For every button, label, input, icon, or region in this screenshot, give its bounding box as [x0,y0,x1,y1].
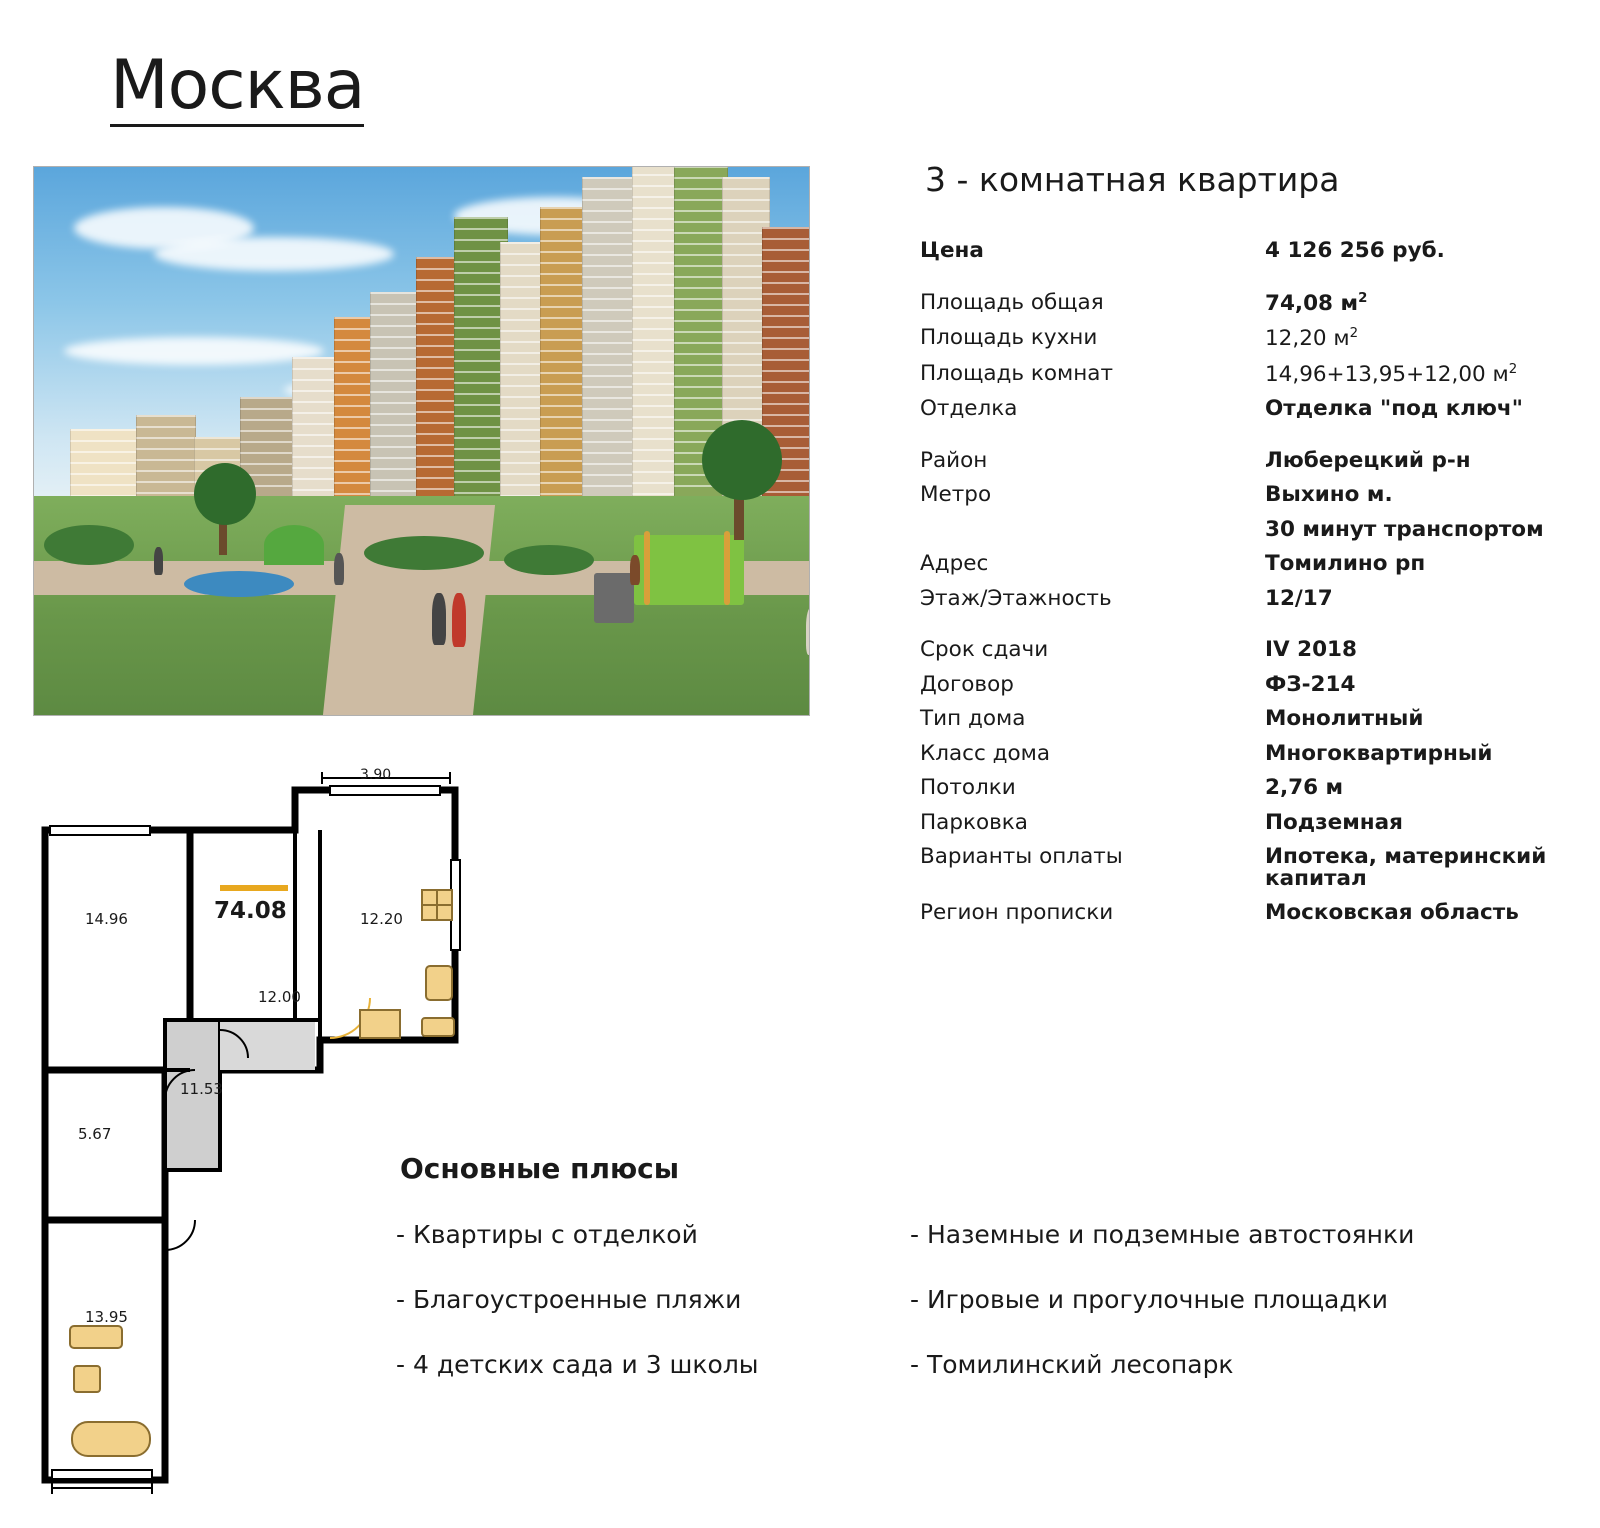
bush [44,525,134,565]
spec-label: Тип дома [920,706,1026,732]
spec-label: Метро [920,482,992,508]
person [806,607,810,655]
page-title: Москва [110,46,365,125]
spec-label: Площадь общая [920,289,1104,315]
advantage-item: - Наземные и подземные автостоянки [910,1220,1415,1249]
spec-row [920,289,1560,316]
spec-value-text: Многоквартирный [1265,740,1493,766]
spec-value-superscript: 2 [1349,326,1359,342]
tree [702,420,782,500]
plan-total-area: 74.08 [214,898,287,924]
spec-value-text: 30 минут транспортом [1265,516,1544,542]
spec-value [1265,516,1544,542]
advantage-item: - Благоустроенные пляжи [396,1285,742,1314]
person [154,547,163,575]
spec-row [920,777,1560,799]
spec-value [1265,639,1357,661]
bush [364,536,484,570]
advantage-item: - 4 детских сада и 3 школы [396,1350,759,1379]
spec-row [920,516,1560,542]
apartment-type-heading: 3 - комнатная квартира [925,160,1340,199]
spec-value [1265,292,1367,315]
spec-value-text: Ипотека, материнский капитал [1265,844,1547,891]
spec-value [1265,240,1445,262]
bath-area: 5.67 [78,1125,112,1143]
spec-value-superscript: 2 [1508,361,1518,377]
spec-value-text: IV 2018 [1265,637,1357,663]
spec-value-text: ФЗ-214 [1265,671,1356,697]
person [432,593,446,645]
spec-row [920,809,1560,835]
spec-label: Парковка [920,809,1028,835]
spec-value [1265,484,1393,506]
spec-value-text: 14,96+13,95+12,00 м [1265,361,1509,387]
person [452,593,466,647]
spec-value [1265,398,1523,420]
playground-equipment [724,531,730,605]
advantages-left-column [396,1220,876,1415]
playground-equipment [264,525,324,565]
kitchen-area: 12.20 [360,910,403,928]
spec-label: Регион прописки [920,900,1114,926]
advantage-item: - Томилинский лесопарк [910,1350,1234,1379]
spec-row [920,447,1560,473]
spec-value [1265,363,1517,386]
spec-value-text: Монолитный [1265,706,1424,732]
spec-row [920,585,1560,611]
spec-table [920,240,1560,937]
spec-label: Класс дома [920,740,1051,766]
spec-value [1265,740,1493,766]
spec-value-text: Отделка "под ключ" [1265,396,1523,422]
room-1-area: 14.96 [85,910,128,928]
spec-value-text: Томилино рп [1265,551,1426,577]
spec-value-text: 4 126 256 руб. [1265,238,1445,263]
person [630,555,640,585]
spec-label: Площадь кухни [920,325,1098,351]
spec-value [1265,671,1356,697]
spec-value [1265,777,1343,799]
spec-row [920,553,1560,575]
complex-render-image [33,166,810,716]
spec-value-text: 2,76 м [1265,775,1344,801]
spec-row [920,846,1560,889]
cloud [64,337,324,365]
playground-equipment [594,573,634,623]
spec-value-text: Люберецкий р-н [1265,447,1471,473]
spec-value [1265,553,1425,575]
spec-row [920,639,1560,661]
playground-equipment [184,571,294,597]
spec-value [1265,327,1358,350]
building [292,357,340,507]
spec-value [1265,846,1560,889]
spec-label: Площадь комнат [920,360,1113,386]
spec-label: Срок сдачи [920,637,1049,663]
spec-label: Договор [920,671,1014,697]
tree [194,463,256,525]
spec-label: Адрес [920,551,989,577]
spec-value-text: Выхино м. [1265,482,1393,508]
plan-dim-top: 3.90 [360,767,392,783]
spec-value-text: Московская область [1265,900,1519,926]
spec-value [1265,809,1403,835]
spec-row [920,740,1560,766]
hall-area: 11.53 [180,1080,223,1098]
spec-label: Потолки [920,775,1016,801]
spec-value-text: Подземная [1265,809,1403,835]
spec-row [920,671,1560,697]
spec-value [1265,585,1333,611]
bush [504,545,594,575]
room-3-area: 12.00 [258,988,301,1006]
spec-row [920,902,1560,924]
spec-row [920,360,1560,387]
cloud [154,237,394,271]
advantage-item: - Игровые и прогулочные площадки [910,1285,1388,1314]
spec-label: Отделка [920,396,1018,422]
building [136,415,196,507]
spec-row [920,484,1560,506]
spec-value [1265,708,1423,730]
spec-label: Варианты оплаты [920,844,1123,870]
spec-label: Этаж/Этажность [920,585,1112,611]
spec-row [920,398,1560,420]
spec-value-text: 12,20 м [1265,326,1350,352]
advantages-right-column [910,1220,1530,1415]
spec-value [1265,902,1519,924]
spec-value-superscript: 2 [1358,290,1368,306]
spec-value-text: 74,08 м [1265,290,1359,316]
spec-row [920,708,1560,730]
room-2-area: 13.95 [85,1308,128,1326]
building [370,292,422,507]
spec-label: Цена [920,238,984,263]
spec-value [1265,447,1471,473]
spec-row [920,240,1560,262]
person [334,553,344,585]
playground-equipment [644,531,650,605]
advantages-heading: Основные плюсы [400,1152,680,1185]
spec-label: Район [920,447,988,473]
spec-value-text: 12/17 [1265,585,1333,611]
advantage-item: - Квартиры с отделкой [396,1220,698,1249]
spec-row [920,327,1560,350]
